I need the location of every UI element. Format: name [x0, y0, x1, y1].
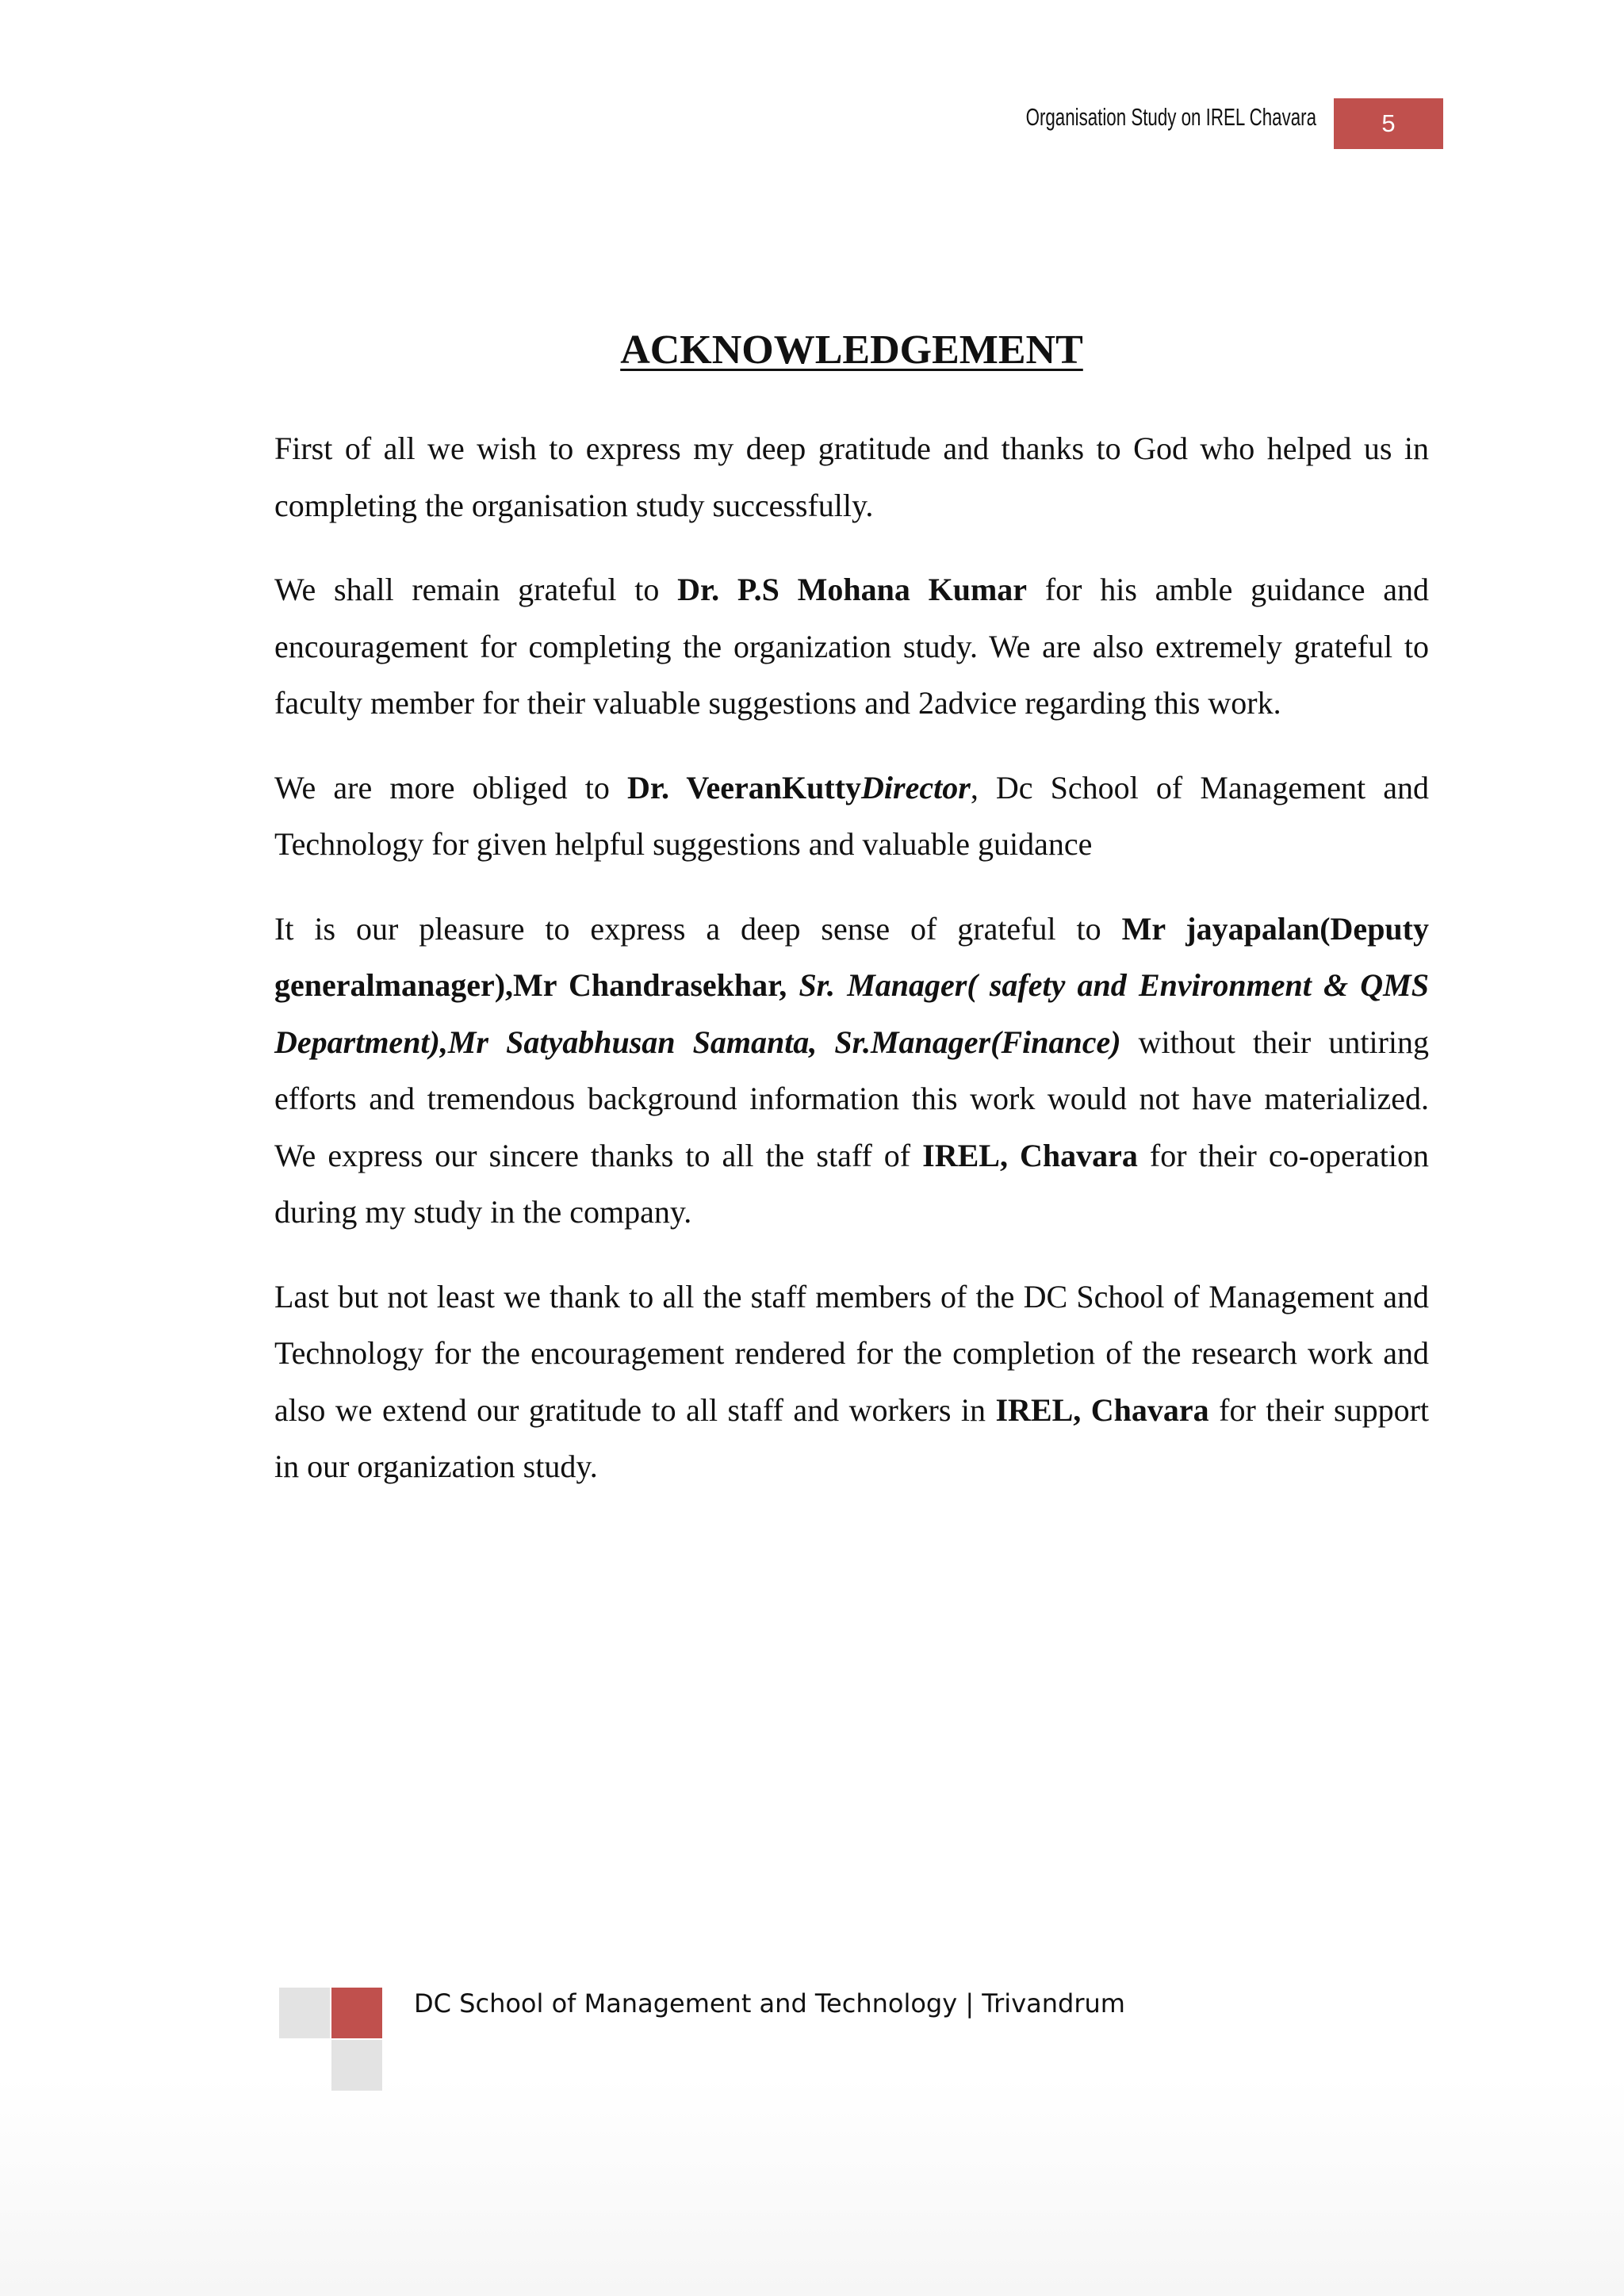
paragraph-4-text-1: It is our pleasure to express a deep sense of grateful to	[274, 910, 1122, 947]
paragraph-4-text-3: for their co-operation during my study in the company.	[274, 1137, 1430, 1230]
paragraph-1-text: First of all we wish to express my deep gratitude and thanks to God who helped us in completing the organisation study successfully.	[274, 430, 1429, 523]
page-background-shade	[0, 2077, 1624, 2296]
company-name: IREL, Chavara	[922, 1137, 1138, 1173]
paragraph-2	[274, 561, 1429, 732]
paragraph-1	[274, 420, 1429, 534]
director-title: Director	[861, 769, 971, 806]
paragraph-4	[274, 901, 1429, 1241]
company-name: IREL, Chavara	[995, 1391, 1209, 1428]
footer-decoration-square-red	[331, 1988, 382, 2038]
footer-decoration-square-grey	[279, 1988, 330, 2038]
running-header-title: Organisation Study on IREL Chavara	[1025, 103, 1316, 131]
paragraph-4-text-2: without their untiring efforts and tremendous background information this work would not have materialized. We express our sincere thanks to all the staff of	[274, 1024, 1429, 1173]
paragraph-5-text-1: Last but not least we thank to all the staff members of the DC School of Management and Technology for the encouragement rendered for the completion of the research work and also we extend our gratitude to all staff and workers in	[274, 1278, 1429, 1428]
guide-name: Dr. P.S Mohana Kumar	[677, 572, 1028, 607]
paragraph-5-text-2: for their support in our organization study.	[274, 1391, 1429, 1484]
paragraph-2-text-2: for his amble guidance and encouragement for completing the organization study. We are also extremely grateful to faculty member for their valuable suggestions and 2advice regarding this work.	[274, 572, 1429, 721]
paragraph-3-text-1: We are more obliged to	[274, 769, 627, 806]
director-name: Dr. VeeranKutty	[626, 769, 862, 806]
paragraph-3	[274, 760, 1429, 873]
page-number-badge: 5	[1334, 98, 1443, 149]
paragraph-2-text-1: We shall remain grateful to	[274, 572, 678, 607]
paragraph-3-text-2: , Dc School of Management and Technology for given helpful suggestions and valuable guidance	[274, 769, 1429, 862]
page-heading: ACKNOWLEDGEMENT	[620, 327, 1083, 373]
paragraph-5	[274, 1269, 1429, 1495]
footer-decoration-square-grey	[331, 2040, 382, 2091]
company-officials-names: Mr jayapalan(Deputy generalmanager),Mr Chandrasekhar,	[274, 910, 1430, 1003]
company-officials-titles: Sr. Manager( safety and Environment & QMS Department),Mr Satyabhusan Samanta, Sr.Manager(Finance)	[274, 967, 1429, 1060]
footer-institution: DC School of Management and Technology | Trivandrum	[414, 1988, 1125, 2019]
acknowledgement-body	[274, 420, 1429, 1523]
